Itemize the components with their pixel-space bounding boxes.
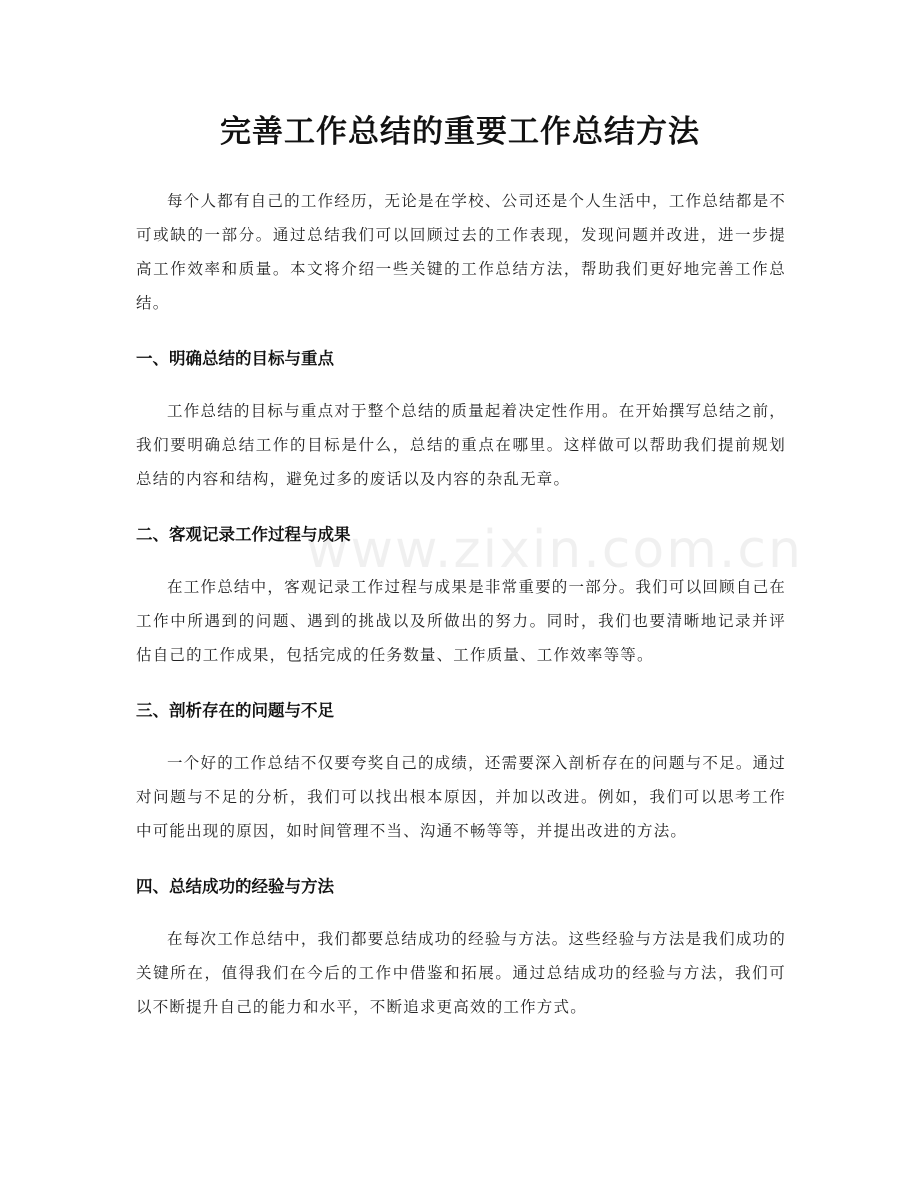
section-heading-4: 四、总结成功的经验与方法 (136, 877, 334, 896)
document-body (136, 184, 786, 1024)
section-heading-1: 一、明确总结的目标与重点 (136, 349, 334, 368)
section-heading-3: 三、剖析存在的问题与不足 (136, 701, 334, 720)
document-title: 完善工作总结的重要工作总结方法 (220, 114, 700, 150)
section-body-3: 一个好的工作总结不仅要夸奖自己的成绩，还需要深入剖析存在的问题与不足。通过对问题与不足的分析，我们可以找出根本原因，并加以改进。例如，我们可以思考工作中可能出现的原因，如时间管理不当、沟通不畅等等，并提出改进的方法。 (136, 754, 786, 840)
section-body-1: 工作总结的目标与重点对于整个总结的质量起着决定性作用。在开始撰写总结之前，我们要明确总结工作的目标是什么，总结的重点在哪里。这样做可以帮助我们提前规划总结的内容和结构，避免过多的废话以及内容的杂乱无章。 (136, 402, 786, 488)
section-body-2: 在工作总结中，客观记录工作过程与成果是非常重要的一部分。我们可以回顾自己在工作中所遇到的问题、遇到的挑战以及所做出的努力。同时，我们也要清晰地记录并评估自己的工作成果，包括完成的任务数量、工作质量、工作效率等等。 (136, 578, 786, 664)
intro-paragraph: 每个人都有自己的工作经历，无论是在学校、公司还是个人生活中，工作总结都是不可或缺的一部分。通过总结我们可以回顾过去的工作表现，发现问题并改进，进一步提高工作效率和质量。本文将介绍一些关键的工作总结方法，帮助我们更好地完善工作总结。 (136, 192, 786, 312)
section-heading-2: 二、客观记录工作过程与成果 (136, 525, 351, 544)
watermark: www.zixin.com.cn (306, 520, 803, 580)
section-body-4: 在每次工作总结中，我们都要总结成功的经验与方法。这些经验与方法是我们成功的关键所在，值得我们在今后的工作中借鉴和拓展。通过总结成功的经验与方法，我们可以不断提升自己的能力和水平，不断追求更高效的工作方式。 (136, 930, 786, 1016)
